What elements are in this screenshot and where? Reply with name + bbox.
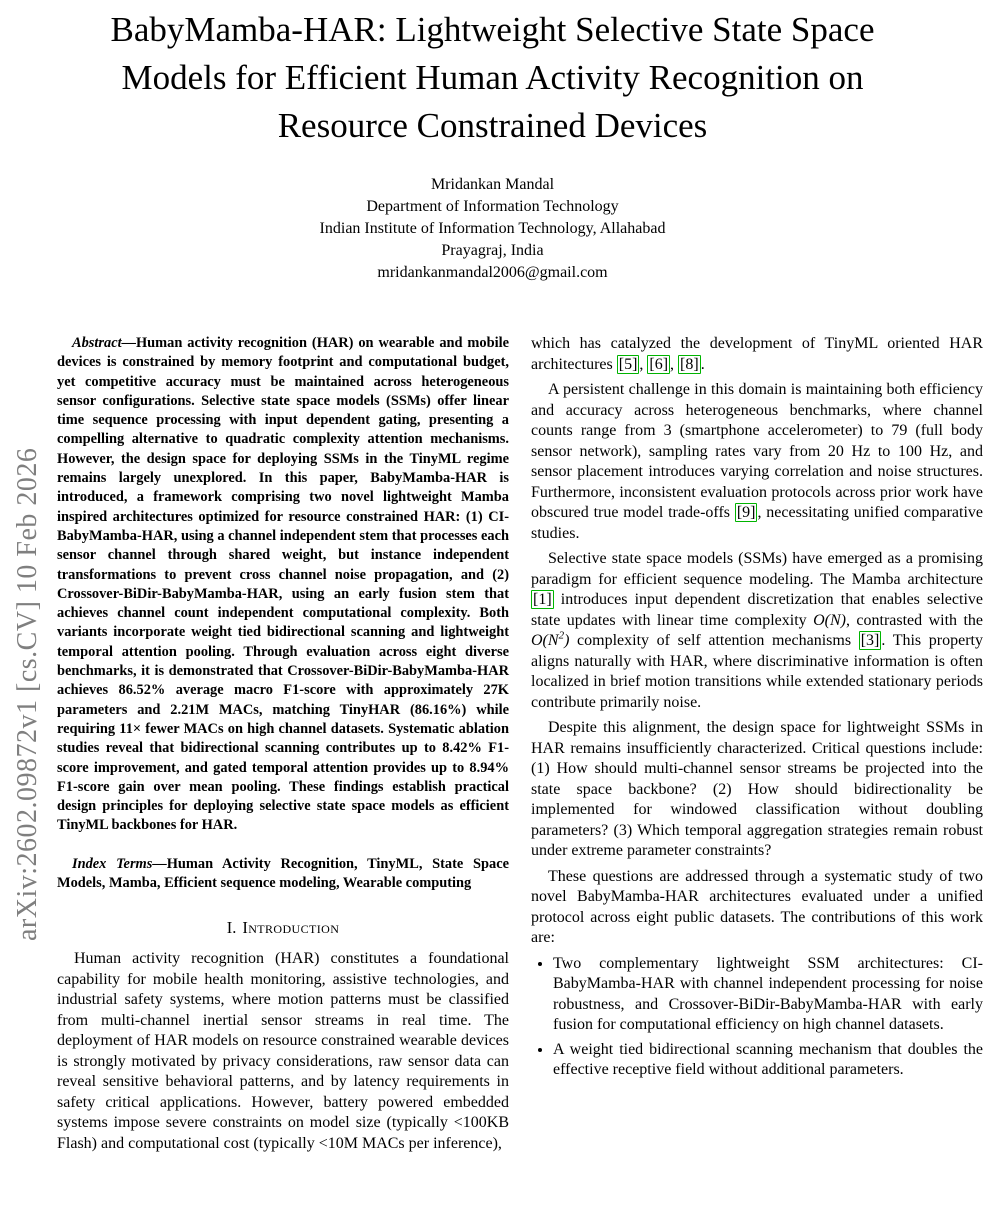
- math-inline: O(N: [531, 632, 559, 649]
- paragraph: Selective state space models (SSMs) have emerged as a promising paradigm for efficient sequence modeling. The Mamba architecture [1] introduces input dependent discretization that enables selective state updates with linear time complexity O(N), contrasted with the $O(N^2)$ complexity of self attention mechanisms [3] . This property aligns naturally with HAR, where discriminative information is often localized in brief motion transitions while extended stationary periods contribute primarily noise.: [531, 550, 984, 711]
- author-institution: Indian Institute of Information Technology, Allahabad: [319, 220, 666, 237]
- citation-link[interactable]: [9]: [736, 504, 756, 521]
- abstract-text: Human activity recognition (HAR) on wearable and mobile devices is constrained by memory footprint and computational budget, yet competitive accuracy must be maintained across heterogeneous sensor configurations. Selective state space models (SSMs) offer linear time sequence processing with input dependent gating, presenting a compelling alternative to quadratic complexity attention mechanisms. However, the design space for deploying SSMs in the TinyML regime remains largely unexplored. In this paper, BabyMamba-HAR is introduced, a framework comprising two novel lightweight Mamba inspired architectures optimized for resource constrained HAR: (1) CI-BabyMamba-HAR, using a channel independent stem that processes each sensor channel through shared weight, but instance independent transformations to prevent cross channel noise propagation, and (2) Crossover-BiDir-BabyMamba-HAR, using an early fusion stem that achieves channel count independent computational complexity. Both variants incorporate weight tied bidirectional scanning and lightweight temporal attention pooling. Through evaluation across eight diverse benchmarks, it is demonstrated that Crossover-BiDir-BabyMamba-HAR achieves 86.52% average macro F1-score with approximately 27K parameters and 2.21M MACs, matching TinyHAR (86.16%) while requiring 11× fewer MACs on high channel datasets. Systematic ablation studies reveal that bidirectional scanning contributes up to 8.42% F1-score improvement, and gated temporal attention provides up to 8.94% F1-score gain over mean pooling. These findings establish practical design principles for deploying selective state space models as efficient TinyML backbones for HAR.: [57, 335, 509, 834]
- contributions-list: [537, 954, 983, 1081]
- introduction-text-right: [531, 334, 983, 1081]
- author-email[interactable]: mridankanmandal2006@gmail.com: [377, 264, 608, 281]
- citation-link[interactable]: [3]: [860, 632, 880, 649]
- index-terms-text: Human Activity Recognition, TinyML, State Space Models, Mamba, Efficient sequence modeling, Wearable computing: [57, 855, 509, 892]
- abstract-label: Abstract—: [72, 335, 136, 351]
- arxiv-watermark: arXiv:2602.09872v1 [cs.CV] 10 Feb 2026: [12, 447, 43, 941]
- contribution-item: • A weight tied bidirectional scanning mechanism that doubles the effective receptive field without additional parameters.: [553, 1040, 983, 1081]
- index-terms-label: Index Terms—: [72, 855, 167, 872]
- math-inline: O(N): [813, 611, 846, 629]
- paragraph: which has catalyzed the development of TinyML oriented HAR architectures [5] , [6] , [8] .: [531, 335, 983, 373]
- two-column-body: [57, 334, 983, 1159]
- contribution-item: • Two complementary lightweight SSM architectures: CI-BabyMamba-HAR with channel independent processing for noise robustness, and Crossover-BiDir-BabyMamba-HAR with early fusion for computational efficiency on high channel datasets.: [553, 954, 983, 1036]
- abstract: [57, 334, 509, 836]
- left-column: [57, 334, 509, 1159]
- paragraph: These questions are addressed through a systematic study of two novel BabyMamba-HAR architectures evaluated under a unified protocol across eight public datasets. The contributions of this work are:: [531, 867, 983, 946]
- paragraph: Human activity recognition (HAR) constitutes a foundational capability for mobile health monitoring, assistive technologies, and industrial safety systems, where motion patterns must be classified from multi-channel inertial sensor streams in real time. The deployment of HAR models on resource constrained wearable devices is strongly motivated by privacy considerations, raw sensor data can reveal sensitive behavioral patterns, and by latency requirements in safety critical applications. However, battery powered embedded systems impose severe constraints on model size (typically <100KB Flash) and computational cost (typically <10M MACs per inference),: [57, 950, 509, 1152]
- right-column: [531, 334, 983, 1159]
- section-title: Introduction: [242, 918, 340, 938]
- citation-link[interactable]: [6]: [649, 355, 669, 373]
- index-terms: [57, 855, 509, 894]
- paragraph: A persistent challenge in this domain is maintaining both efficiency and accuracy across heterogeneous benchmarks, where channel counts range from 3 (smartphone accelerometer) to 79 (full body sensor network), sampling rates vary from 20 Hz to 100 Hz, and sensor placement introduces varying correlation and noise structures. Furthermore, inconsistent evaluation protocols across prior work have obscured true model trade-offs [9] , necessitating unified comparative studies.: [531, 381, 983, 542]
- introduction-text-left: [57, 949, 509, 1154]
- math-superscript: 2: [558, 629, 565, 642]
- citation-link[interactable]: [1]: [533, 591, 552, 608]
- author-block: [0, 174, 985, 284]
- citation-link[interactable]: [5]: [618, 355, 638, 373]
- author-name: Mridankan Mandal: [430, 176, 555, 193]
- section-heading-introduction: [57, 918, 509, 938]
- paragraph: Despite this alignment, the design space for lightweight SSMs in HAR remains insufficiently characterized. Critical questions include: (1) How should multi-channel sensor streams be projected into the state space backbone? (2) How should bidirectionality be implemented for windowed classification without doubling parameters? (3) Which temporal aggregation strategies remain robust under extreme parameter constraints?: [531, 719, 983, 859]
- author-department: Department of Information Technology: [366, 198, 619, 215]
- section-number: I.: [226, 918, 237, 938]
- math-inline: ): [564, 632, 570, 649]
- citation-link[interactable]: [8]: [680, 355, 699, 373]
- author-location: Prayagraj, India: [441, 242, 544, 259]
- paper-title: BabyMamba-HAR: Lightweight Selective State Space Models for Efficient Human Activity Recognition on Resource Constrained Devices: [110, 10, 875, 145]
